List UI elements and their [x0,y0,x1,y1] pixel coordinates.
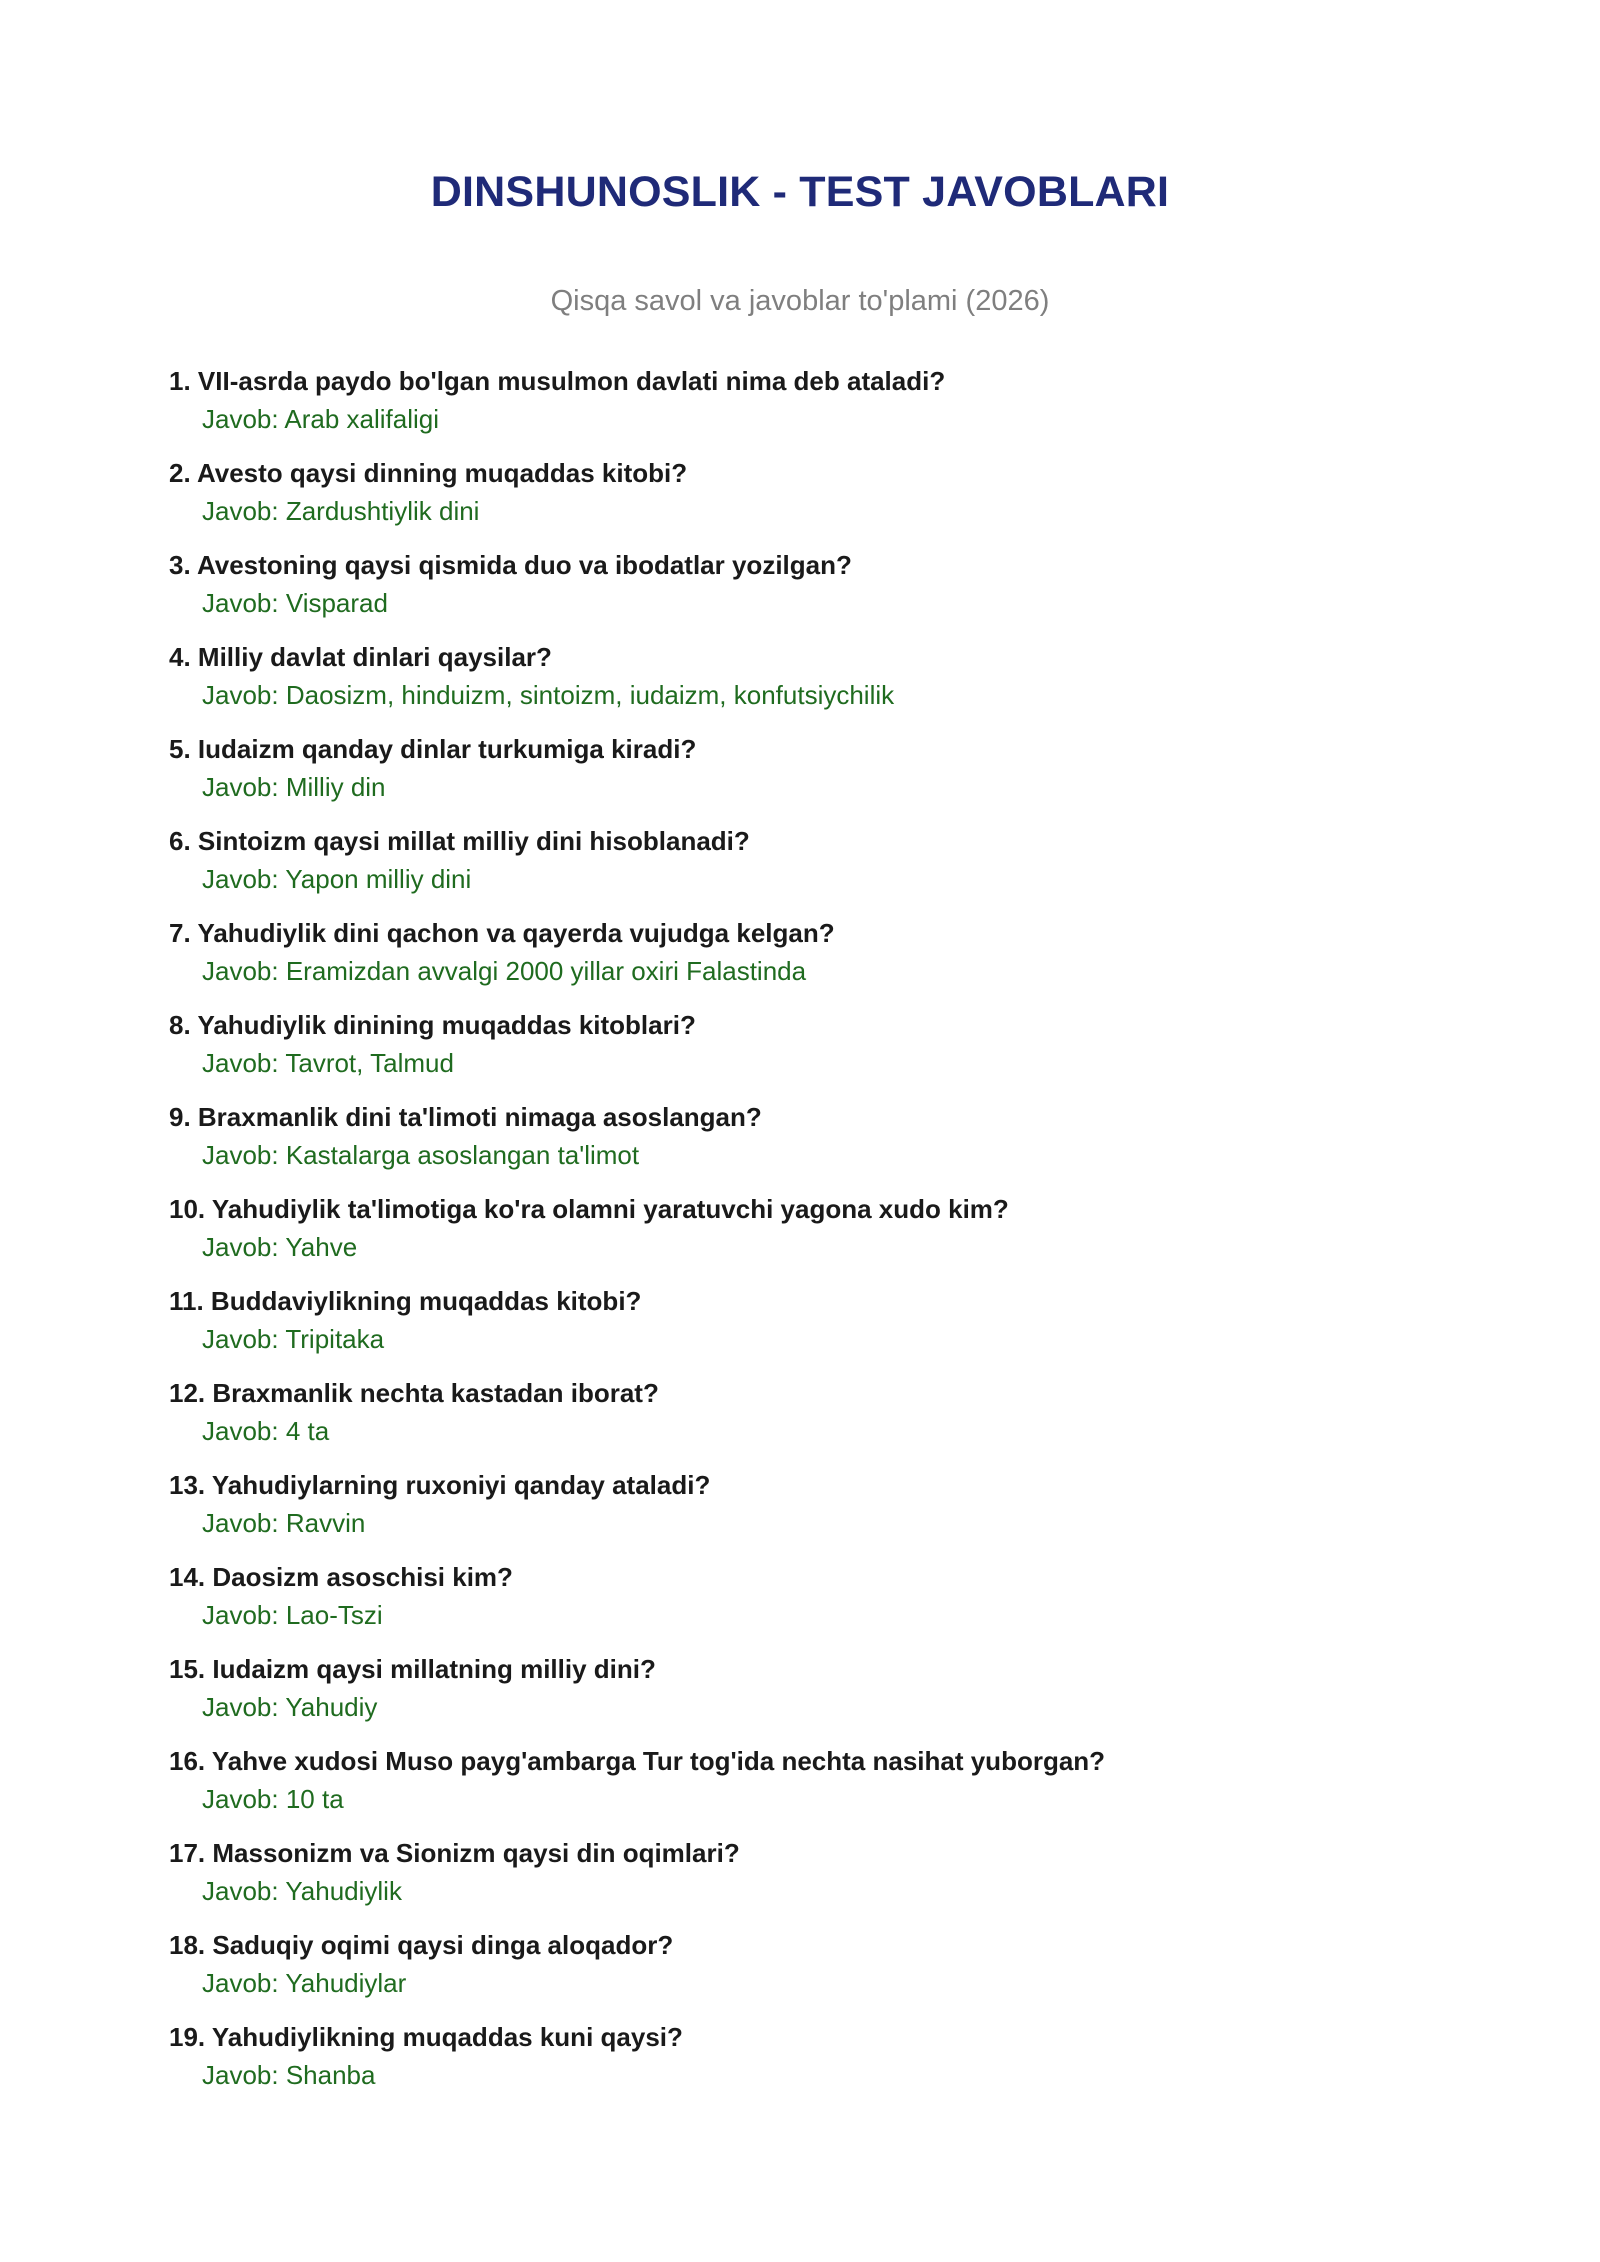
qa-item [169,1558,1469,1650]
qa-item [169,1098,1469,1190]
answer-text: Javob: Yahve [202,1232,358,1262]
qa-item [169,1466,1469,1558]
answer-text: Javob: Shanba [202,2060,376,2090]
qa-item [169,1006,1469,1098]
question-text: 16. Yahve xudosi Muso payg'ambarga Tur tog'ida nechta nasihat yuborgan? [169,1746,1106,1776]
question-text: 12. Braxmanlik nechta kastadan iborat? [169,1378,659,1408]
question-text: 17. Massonizm va Sionizm qaysi din oqimlari? [169,1838,740,1868]
answer-text: Javob: Eramizdan avvalgi 2000 yillar oxiri Falastinda [202,956,807,986]
qa-item [169,822,1469,914]
qa-list [169,362,1469,2110]
answer-text: Javob: 10 ta [202,1784,344,1814]
answer-text: Javob: Milliy din [202,772,386,802]
answer-text: Javob: Yahudiy [202,1692,378,1722]
qa-item [169,1650,1469,1742]
qa-item [169,362,1469,454]
question-text: 19. Yahudiylikning muqaddas kuni qaysi? [169,2022,683,2052]
qa-item [169,1834,1469,1926]
page-subtitle: Qisqa savol va javoblar to'plami (2026) [550,285,1050,317]
answer-text: Javob: Kastalarga asoslangan ta'limot [202,1140,640,1170]
question-text: 18. Saduqiy oqimi qaysi dinga aloqador? [169,1930,674,1960]
page-title: DINSHUNOSLIK - TEST JAVOBLARI [430,168,1170,216]
question-text: 5. Iudaizm qanday dinlar turkumiga kiradi? [169,734,697,764]
qa-item [169,546,1469,638]
answer-text: Javob: Zardushtiylik dini [202,496,480,526]
question-text: 1. VII-asrda paydo bo'lgan musulmon davlati nima deb ataladi? [169,366,946,396]
question-text: 2. Avesto qaysi dinning muqaddas kitobi? [169,458,688,488]
question-text: 6. Sintoizm qaysi millat milliy dini hisoblanadi? [169,826,750,856]
answer-text: Javob: Visparad [202,588,388,618]
qa-item [169,914,1469,1006]
question-text: 8. Yahudiylik dinining muqaddas kitoblari? [169,1010,696,1040]
question-text: 9. Braxmanlik dini ta'limoti nimaga asoslangan? [169,1102,762,1132]
question-text: 10. Yahudiylik ta'limotiga ko'ra olamni yaratuvchi yagona xudo kim? [169,1194,1009,1224]
answer-text: Javob: Yapon milliy dini [202,864,472,894]
answer-text: Javob: Tripitaka [202,1324,385,1354]
qa-item [169,730,1469,822]
qa-item [169,1742,1469,1834]
answer-text: Javob: 4 ta [202,1416,330,1446]
qa-item [169,638,1469,730]
question-text: 7. Yahudiylik dini qachon va qayerda vujudga kelgan? [169,918,835,948]
question-text: 13. Yahudiylarning ruxoniyi qanday ataladi? [169,1470,711,1500]
question-text: 3. Avestoning qaysi qismida duo va ibodatlar yozilgan? [169,550,852,580]
qa-item [169,1374,1469,1466]
question-text: 15. Iudaizm qaysi millatning milliy dini? [169,1654,656,1684]
question-text: 4. Milliy davlat dinlari qaysilar? [169,642,552,672]
answer-text: Javob: Arab xalifaligi [202,404,440,434]
qa-item [169,2018,1469,2110]
qa-item [169,1190,1469,1282]
question-text: 11. Buddaviylikning muqaddas kitobi? [169,1286,642,1316]
answer-text: Javob: Yahudiylik [202,1876,402,1906]
answer-text: Javob: Yahudiylar [202,1968,407,1998]
qa-item [169,1926,1469,2018]
question-text: 14. Daosizm asoschisi kim? [169,1562,513,1592]
answer-text: Javob: Daosizm, hinduizm, sintoizm, iudaizm, konfutsiychilik [202,680,895,710]
answer-text: Javob: Ravvin [202,1508,366,1538]
qa-item [169,1282,1469,1374]
answer-text: Javob: Lao-Tszi [202,1600,383,1630]
qa-item [169,454,1469,546]
answer-text: Javob: Tavrot, Talmud [202,1048,454,1078]
